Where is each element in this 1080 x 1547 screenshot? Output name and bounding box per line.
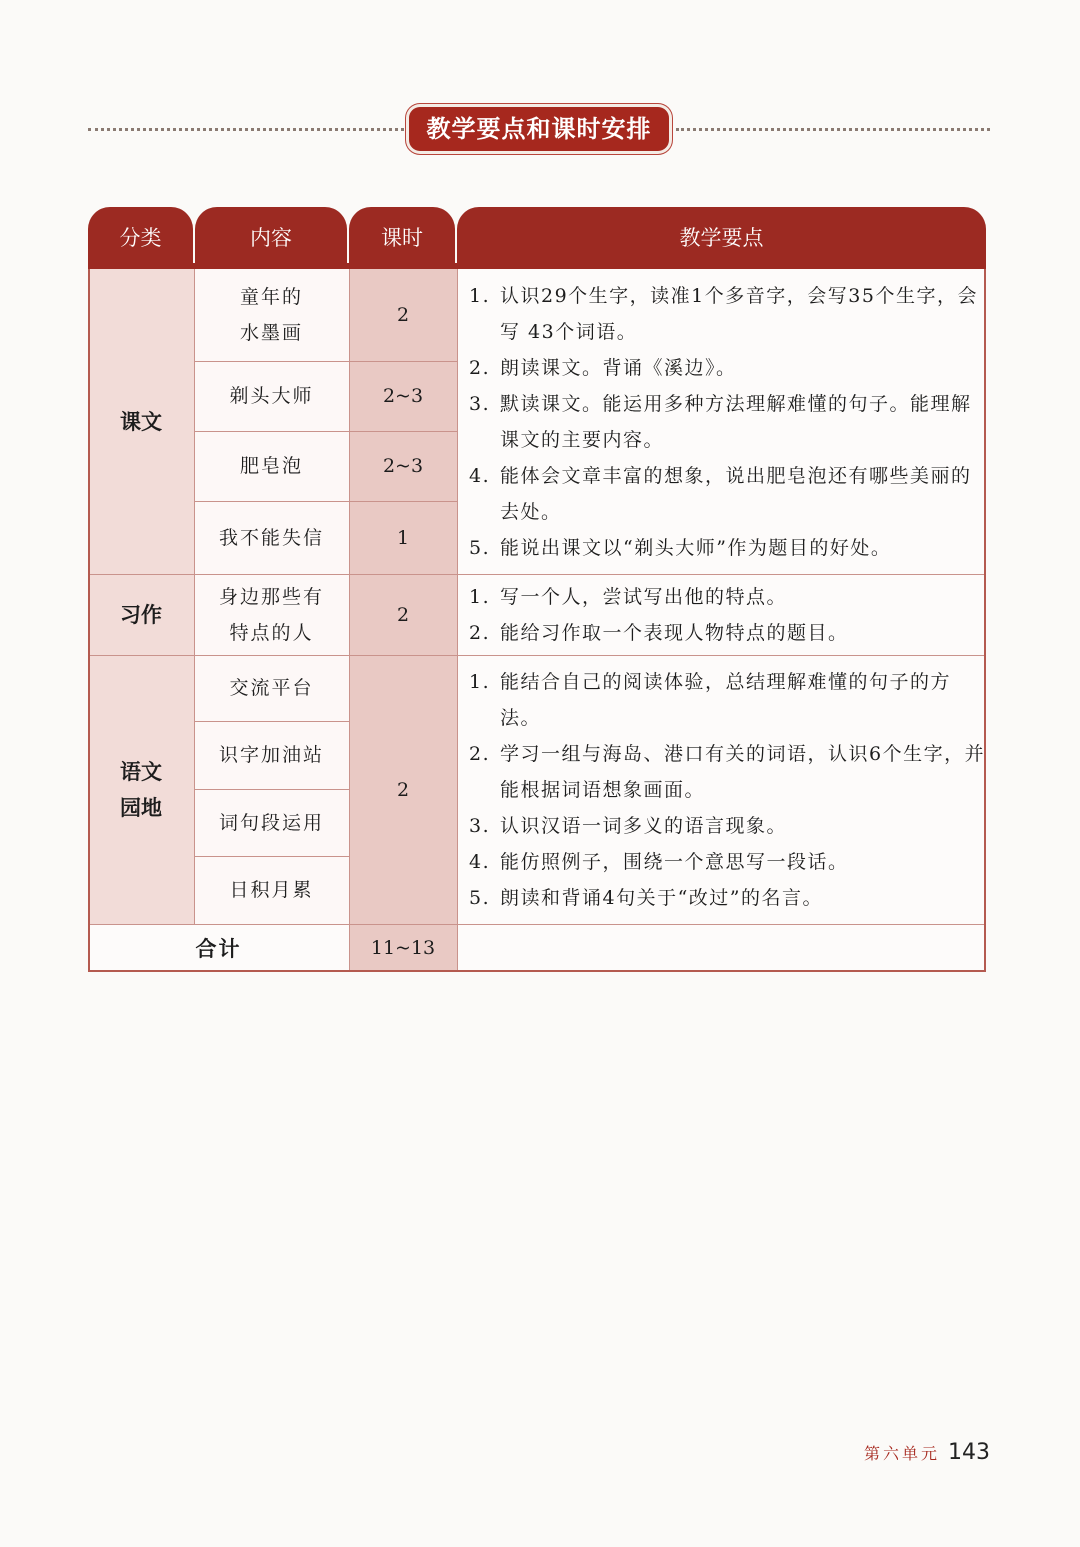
point-text: 认识29个生字，读准1个多音字，会写35个生字，会写 43个词语。 [500, 284, 978, 343]
point-item: 1. 能结合自己的阅读体验，总结理解难懂的句子的方法。 [469, 670, 952, 729]
content-cell [194, 574, 349, 655]
category-cell: 习作 [88, 574, 194, 655]
row-divider [194, 501, 457, 502]
point-text: 朗读和背诵4句关于“改过”的名言。 [500, 886, 824, 909]
content-cell: 剃头大师 [194, 361, 349, 431]
content-cell: 肥皂泡 [194, 431, 349, 501]
points-list [469, 664, 986, 916]
col-divider [457, 269, 458, 972]
category-cell: 课文 [88, 269, 194, 574]
content-label: 童年的 水墨画 [239, 286, 303, 344]
point-text: 能说出课文以“剃头大师”作为题目的好处。 [500, 536, 892, 559]
hours-cell: 2 [349, 574, 457, 655]
content-cell: 词句段运用 [194, 789, 349, 856]
row-divider [194, 361, 457, 362]
points-cell [457, 269, 986, 574]
point-item: 1. 写一个人，尝试写出他的特点。 [469, 585, 788, 608]
point-item: 2. 朗读课文。背诵《溪边》。 [469, 356, 737, 379]
page-number: 143 [948, 1440, 990, 1465]
point-text: 默读课文。能运用多种方法理解难懂的句子。能理解课文的主要内容。 [500, 392, 972, 451]
hours-cell: 1 [349, 501, 457, 574]
hours-cell: 2 [349, 269, 457, 361]
point-item: 4. 能仿照例子，围绕一个意思写一段话。 [469, 850, 849, 873]
content-label: 身边那些有 特点的人 [218, 585, 324, 644]
point-text: 能仿照例子，围绕一个意思写一段话。 [500, 850, 849, 873]
hours-cell: 2~3 [349, 361, 457, 431]
row-divider [88, 574, 986, 575]
row-divider [88, 924, 986, 925]
dotted-rule-right [676, 128, 990, 131]
point-item: 5. 朗读和背诵4句关于“改过”的名言。 [469, 886, 824, 909]
point-item: 5. 能说出课文以“剃头大师”作为题目的好处。 [469, 536, 892, 559]
point-text: 认识汉语一词多义的语言现象。 [500, 814, 788, 837]
unit-label: 第六单元 [863, 1444, 940, 1463]
row-divider [194, 431, 457, 432]
content-cell: 日积月累 [194, 856, 349, 924]
teaching-schedule-table [88, 207, 986, 972]
point-text: 写一个人，尝试写出他的特点。 [500, 585, 788, 608]
hours-cell: 2~3 [349, 431, 457, 501]
content-cell: 交流平台 [194, 655, 349, 721]
points-cell [457, 655, 986, 924]
row-divider [194, 721, 349, 722]
points-list [469, 579, 849, 651]
section-header [88, 104, 990, 154]
points-list [469, 278, 986, 566]
point-item: 4. 能体会文章丰富的想象，说出肥皂泡还有哪些美丽的去处。 [469, 464, 972, 523]
col-header-category: 分类 [88, 207, 193, 267]
point-text: 能结合自己的阅读体验，总结理解难懂的句子的方法。 [500, 670, 952, 729]
col-header-hours: 课时 [349, 207, 455, 267]
point-item: 2. 能给习作取一个表现人物特点的题目。 [469, 621, 849, 644]
row-divider [88, 655, 986, 656]
col-header-content: 内容 [195, 207, 347, 267]
point-text: 朗读课文。背诵《溪边》。 [500, 356, 737, 379]
row-divider [194, 789, 349, 790]
content-cell: 识字加油站 [194, 721, 349, 789]
point-text: 能体会文章丰富的想象，说出肥皂泡还有哪些美丽的去处。 [500, 464, 972, 523]
point-item: 2. 学习一组与海岛、港口有关的词语，认识6个生字，并能根据词语想象画面。 [469, 742, 986, 801]
point-item: 3. 默读课文。能运用多种方法理解难懂的句子。能理解课文的主要内容。 [469, 392, 972, 451]
points-cell [457, 574, 986, 655]
col-header-points: 教学要点 [457, 207, 986, 267]
total-hours: 11~13 [349, 924, 457, 972]
row-divider [194, 856, 349, 857]
col-divider [349, 269, 350, 972]
page-footer [864, 1437, 990, 1469]
point-item: 1. 认识29个生字，读准1个多音字，会写35个生字，会写 43个词语。 [469, 284, 978, 343]
col-divider [194, 269, 195, 924]
section-title: 教学要点和课时安排 [406, 104, 672, 154]
point-text: 学习一组与海岛、港口有关的词语，认识6个生字，并能根据词语想象画面。 [500, 742, 986, 801]
category-label: 语文 园地 [120, 759, 162, 820]
content-cell: 我不能失信 [194, 501, 349, 574]
category-cell [88, 655, 194, 924]
hours-cell: 2 [349, 655, 457, 924]
dotted-rule-left [88, 128, 404, 131]
total-label: 合计 [88, 924, 349, 972]
total-points-empty [457, 924, 986, 972]
point-item: 3. 认识汉语一词多义的语言现象。 [469, 814, 788, 837]
point-text: 能给习作取一个表现人物特点的题目。 [500, 621, 849, 644]
content-cell [194, 269, 349, 361]
